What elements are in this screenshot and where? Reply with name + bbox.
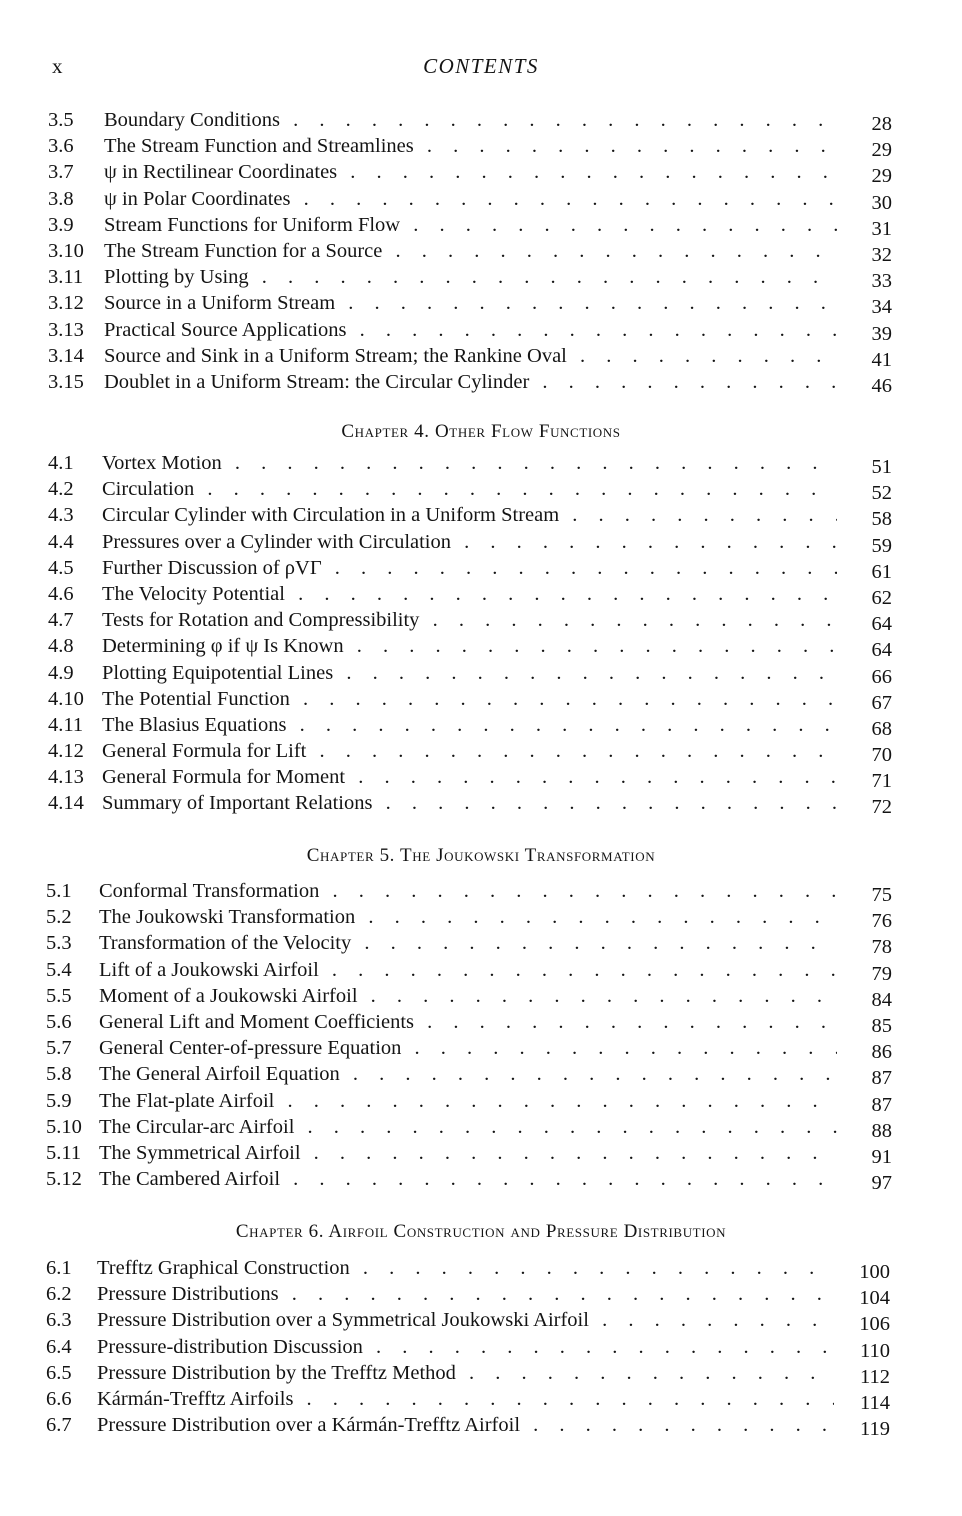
section-number: 5.2 (46, 906, 72, 929)
toc-entry (0, 764, 962, 793)
toc-entry (0, 290, 962, 319)
page-number: 106 (859, 1313, 890, 1336)
page-number: 87 (871, 1067, 892, 1090)
page-number: 104 (859, 1287, 890, 1310)
toc-entry (0, 1114, 962, 1140)
page-number: 76 (871, 910, 892, 933)
section-title: Plotting by Using . . . (104, 264, 837, 290)
toc-entry (0, 983, 962, 1009)
section-title: Source in a Uniform Stream . . . (104, 290, 837, 316)
section-title: The Circular-arc Airfoil . . . (99, 1114, 837, 1140)
page-number: 72 (871, 796, 892, 819)
section-number: 6.1 (46, 1257, 72, 1279)
page-number: 79 (871, 962, 892, 985)
toc-entry (0, 1255, 962, 1281)
section-number: 5.3 (46, 932, 72, 955)
page-number: 32 (871, 243, 892, 266)
toc-entry (0, 660, 962, 686)
section-title: The General Airfoil Equation . . . (99, 1061, 837, 1087)
page-number: 70 (871, 744, 892, 767)
section-number: 6.4 (46, 1335, 72, 1358)
section-number: 5.8 (46, 1063, 72, 1086)
section-number: 5.7 (46, 1037, 72, 1060)
section-title: Summary of Important Relations . . . (102, 790, 837, 816)
section-number: 5.1 (46, 880, 72, 902)
page-number: 62 (871, 586, 892, 609)
toc-entry (0, 476, 962, 505)
toc-entry (0, 450, 962, 476)
section-number: 4.11 (48, 713, 84, 736)
section-title: Plotting Equipotential Lines . . . (102, 660, 837, 686)
toc-entry (0, 607, 962, 636)
section-title: Pressure Distribution over a Symmetrical Joukowski Airfoil . . . (97, 1307, 834, 1333)
page-number: 87 (871, 1093, 892, 1116)
section-number: 5.4 (46, 958, 72, 981)
section-number: 3.6 (48, 135, 74, 158)
page-number: 64 (871, 639, 892, 662)
section-title: Doublet in a Uniform Stream: the Circular Cylinder . . . (104, 369, 837, 395)
toc-entry (0, 957, 962, 983)
section-title: Practical Source Applications . . . (104, 317, 837, 343)
toc-entry-list (0, 1255, 962, 1441)
section-title: ψ in Polar Coordinates . . . (104, 186, 837, 212)
section-number: 4.13 (48, 766, 84, 789)
toc-entry (0, 904, 962, 933)
section-number: 4.4 (48, 530, 74, 553)
page-number: 88 (871, 1119, 892, 1142)
section-title: The Symmetrical Airfoil . . . (99, 1140, 837, 1166)
page-number: 91 (871, 1145, 892, 1168)
page-number: 97 (871, 1172, 892, 1195)
section-title: Stream Functions for Uniform Flow . . . (104, 212, 837, 238)
section-number: 3.8 (48, 187, 74, 210)
page-number: 46 (871, 374, 892, 397)
page-number: 66 (871, 665, 892, 688)
section-title: Pressure Distribution over a Kármán-Trefftz Airfoil . . . (97, 1412, 834, 1438)
page-number: 85 (871, 1014, 892, 1037)
section-title: General Lift and Moment Coefficients . . . (99, 1009, 837, 1035)
section-number: 6.7 (46, 1414, 72, 1437)
chapter-4-heading: Chapter 4. Other Flow Functions (341, 421, 621, 442)
section-title: The Velocity Potential . . . (102, 581, 837, 607)
toc-entry (0, 186, 962, 212)
section-number: 4.1 (48, 452, 74, 474)
section-title: Moment of a Joukowski Airfoil . . . (99, 983, 837, 1009)
chapter-5-entries (0, 878, 962, 1195)
chapter-3-continued (0, 107, 962, 395)
page-number: 119 (860, 1418, 890, 1441)
toc-entry-list (0, 107, 962, 395)
toc-entry-list (0, 878, 962, 1195)
section-number: 6.3 (46, 1309, 72, 1332)
section-title: The Flat-plate Airfoil . . . (99, 1088, 837, 1114)
toc-entry (0, 1061, 962, 1090)
section-title: Tests for Rotation and Compressibility . . . (102, 607, 837, 633)
toc-entry (0, 1088, 962, 1114)
section-number: 3.11 (48, 266, 84, 289)
section-title: The Blasius Equations . . . (102, 712, 837, 738)
section-title: The Cambered Airfoil . . . (99, 1166, 837, 1192)
section-number: 4.14 (48, 792, 84, 815)
section-title: Circular Cylinder with Circulation in a Uniform Stream . . . (102, 502, 837, 528)
toc-entry (0, 107, 962, 133)
section-number: 4.5 (48, 556, 74, 579)
page-number: 39 (871, 322, 892, 345)
toc-entry (0, 738, 962, 767)
toc-entry (0, 133, 962, 162)
toc-entry (0, 343, 962, 369)
page-number: 86 (871, 1041, 892, 1064)
section-number: 3.7 (48, 161, 74, 184)
toc-entry (0, 712, 962, 738)
section-title: The Stream Function for a Source . . . (104, 238, 837, 264)
section-number: 4.10 (48, 687, 84, 710)
page-number: 29 (871, 139, 892, 162)
section-title: Pressure Distributions . . . (97, 1281, 834, 1307)
section-title: The Joukowski Transformation . . . (99, 904, 837, 930)
page-number: 34 (871, 296, 892, 319)
page-number: 114 (860, 1391, 890, 1414)
section-title: Transformation of the Velocity . . . (99, 930, 837, 956)
section-title: Conformal Transformation . . . (99, 878, 837, 904)
section-title: Kármán-Trefftz Airfoils . . . (97, 1386, 834, 1412)
toc-entry (0, 159, 962, 188)
section-number: 3.14 (48, 344, 84, 367)
page-number: 68 (871, 717, 892, 740)
page-number: 52 (871, 482, 892, 505)
section-number: 4.7 (48, 609, 74, 632)
section-title: General Formula for Lift . . . (102, 738, 837, 764)
page-number: 41 (871, 348, 892, 371)
toc-entry (0, 1035, 962, 1064)
section-number: 4.3 (48, 504, 74, 527)
section-number: 6.2 (46, 1283, 72, 1306)
toc-entry (0, 317, 962, 343)
section-number: 5.9 (46, 1089, 72, 1112)
section-title: Pressure-distribution Discussion . . . (97, 1334, 834, 1360)
section-title: Source and Sink in a Uniform Stream; the Rankine Oval . . . (104, 343, 837, 369)
running-title: CONTENTS (423, 54, 539, 78)
chapter-6-entries (0, 1255, 962, 1441)
section-number: 5.10 (46, 1115, 82, 1138)
toc-entry (0, 686, 962, 712)
toc-entry (0, 1009, 962, 1035)
section-title: Lift of a Joukowski Airfoil . . . (99, 957, 837, 983)
section-title: Further Discussion of ρVΓ . . . (102, 555, 837, 581)
page-number: 29 (871, 165, 892, 188)
toc-entry (0, 633, 962, 662)
page-number: 59 (871, 534, 892, 557)
section-title: ψ in Rectilinear Coordinates . . . (104, 159, 837, 185)
page-number: 84 (871, 988, 892, 1011)
page-number: 64 (871, 613, 892, 636)
page-number: 71 (871, 770, 892, 793)
toc-entry (0, 502, 962, 531)
toc-entry (0, 878, 962, 904)
page-number: 112 (860, 1365, 890, 1388)
page-number: 33 (871, 270, 892, 293)
section-title: Circulation . . . (102, 476, 837, 502)
page-number: 58 (871, 508, 892, 531)
toc-entry-list (0, 450, 962, 817)
chapter-5-heading: Chapter 5. The Joukowski Transformation (306, 845, 656, 866)
section-number: 3.13 (48, 318, 84, 341)
toc-entry (0, 1140, 962, 1166)
toc-entry (0, 529, 962, 555)
toc-entry (0, 1386, 962, 1412)
page-header (0, 54, 962, 84)
section-number: 4.2 (48, 478, 74, 501)
section-number: 4.8 (48, 635, 74, 658)
section-title: Trefftz Graphical Construction . . . (97, 1255, 834, 1281)
toc-entry (0, 264, 962, 293)
section-number: 3.15 (48, 370, 84, 393)
page-number: 31 (871, 217, 892, 240)
section-number: 5.5 (46, 984, 72, 1007)
section-number: 4.12 (48, 740, 84, 763)
section-title: General Formula for Moment . . . (102, 764, 837, 790)
chapter-4-entries (0, 450, 962, 817)
section-title: Pressure Distribution by the Trefftz Method . . . (97, 1360, 834, 1386)
toc-entry (0, 369, 962, 395)
section-number: 4.9 (48, 661, 74, 684)
toc-entry (0, 1334, 962, 1360)
page-number-roman: x (52, 54, 63, 78)
toc-entry (0, 555, 962, 581)
section-title: The Potential Function . . . (102, 686, 837, 712)
section-number: 3.5 (48, 109, 74, 131)
toc-entry (0, 1360, 962, 1386)
page-number: 51 (871, 456, 892, 478)
toc-entry (0, 790, 962, 819)
page-number: 78 (871, 936, 892, 959)
chapter-6-heading: Chapter 6. Airfoil Construction and Pressure Distribution (235, 1221, 727, 1242)
section-title: Vortex Motion . . . (102, 450, 837, 476)
section-title: General Center-of-pressure Equation . . . (99, 1035, 837, 1061)
section-number: 5.6 (46, 1010, 72, 1033)
page-number: 28 (871, 113, 892, 135)
toc-entry (0, 1281, 962, 1310)
toc-entry (0, 1412, 962, 1441)
toc-entry (0, 1307, 962, 1336)
section-number: 3.9 (48, 213, 74, 236)
page-number: 61 (871, 560, 892, 583)
page-number: 67 (871, 691, 892, 714)
section-title: Determining φ if ψ Is Known . . . (102, 633, 837, 659)
section-number: 6.5 (46, 1361, 72, 1384)
toc-entry (0, 1166, 962, 1195)
page-number: 110 (860, 1339, 890, 1362)
section-number: 6.6 (46, 1387, 72, 1410)
section-number: 3.12 (48, 292, 84, 315)
section-title: Pressures over a Cylinder with Circulation . . . (102, 529, 837, 555)
page-number: 30 (871, 191, 892, 214)
section-title: Boundary Conditions . . . (104, 107, 837, 133)
section-number: 5.12 (46, 1168, 82, 1191)
section-number: 5.11 (46, 1141, 82, 1164)
page-number: 100 (859, 1261, 890, 1283)
page-number: 75 (871, 884, 892, 906)
section-title: The Stream Function and Streamlines . . . (104, 133, 837, 159)
section-number: 3.10 (48, 239, 84, 262)
toc-entry (0, 212, 962, 238)
toc-entry (0, 930, 962, 959)
toc-entry (0, 238, 962, 264)
section-number: 4.6 (48, 582, 74, 605)
toc-entry (0, 581, 962, 607)
